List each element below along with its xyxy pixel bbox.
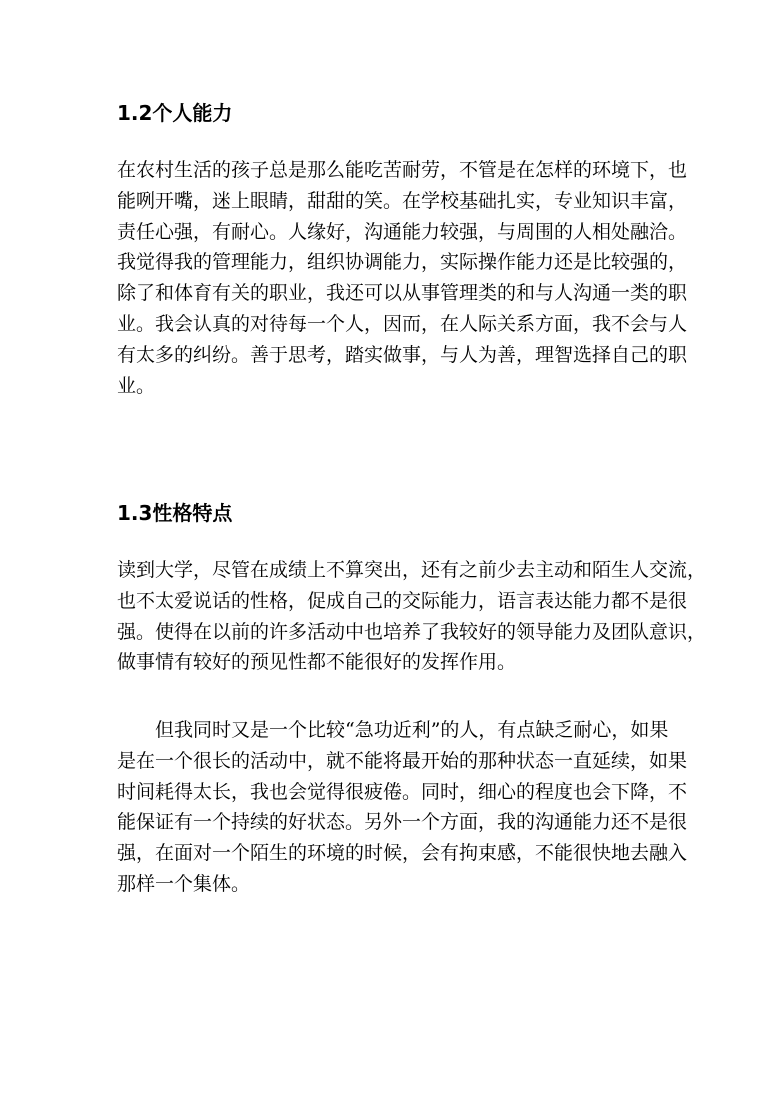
paragraph-line: 责任心强，有耐心。人缘好，沟通能力较强，与周围的人相处融洽。	[117, 220, 688, 243]
section-heading-personality-traits: 1.3性格特点	[117, 501, 233, 525]
paragraph-personal-ability	[117, 155, 688, 401]
paragraph-line: 我觉得我的管理能力，组织协调能力，实际操作能力还是比较强的，	[117, 251, 688, 274]
paragraph-line: 业。我会认真的对待每一个人，因而，在人际关系方面，我不会与人	[117, 312, 688, 335]
paragraph-line: 强，在面对一个陌生的环境的时候，会有拘束感，不能很快地去融入	[117, 842, 688, 865]
paragraph-line: 强。使得在以前的许多活动中也培养了我较好的领导能力及团队意识，	[117, 620, 707, 643]
paragraph-line: 读到大学，尽管在成绩上不算突出，还有之前少去主动和陌生人交流，	[117, 559, 707, 581]
section-heading-personal-ability: 1.2个人能力	[117, 101, 233, 125]
paragraph-line: 在农村生活的孩子总是那么能吃苦耐劳，不管是在怎样的环境下，也	[117, 159, 688, 181]
paragraph-line: 有太多的纠纷。善于思考，踏实做事，与人为善，理智选择自己的职	[117, 343, 688, 366]
paragraph-line: 也不太爱说话的性格，促成自己的交际能力，语言表达能力都不是很	[117, 589, 688, 612]
paragraph-line: 做事情有较好的预见性都不能很好的发挥作用。	[117, 651, 517, 674]
paragraph-line: 能保证有一个持续的好状态。另外一个方面，我的沟通能力还不是很	[117, 811, 688, 834]
paragraph-line: 但我同时又是一个比较“急功近利”的人，有点缺乏耐心，如果	[155, 719, 669, 741]
paragraph-line: 那样一个集体。	[117, 872, 251, 895]
paragraph-line: 是在一个很长的活动中，就不能将最开始的那种状态一直延续，如果	[117, 749, 688, 772]
paragraph-line: 能咧开嘴，迷上眼睛，甜甜的笑。在学校基础扎实，专业知识丰富，	[117, 189, 688, 212]
paragraph-line: 业。	[117, 374, 156, 397]
paragraph-personality-1	[117, 555, 707, 678]
paragraph-line: 除了和体育有关的职业，我还可以从事管理类的和与人沟通一类的职	[117, 282, 688, 305]
paragraph-personality-2	[117, 715, 688, 900]
paragraph-line: 时间耗得太长，我也会觉得很疲倦。同时，细心的程度也会下降，不	[117, 780, 688, 803]
